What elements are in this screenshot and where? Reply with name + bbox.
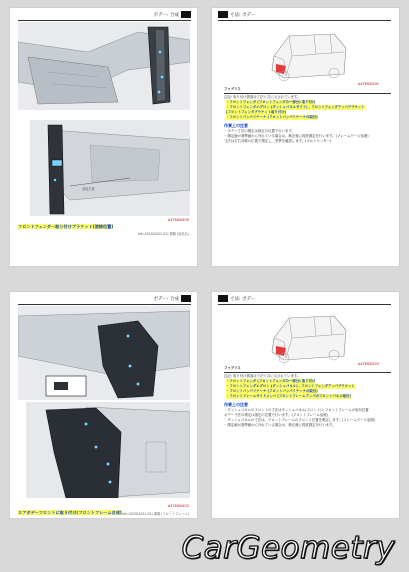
page-2-header-rule: [218, 20, 391, 21]
page-2-header: 寸法: ボデー: [230, 13, 256, 18]
page-4-header-bar: [218, 295, 228, 302]
page-2-note-1: ・ボデー寸法の測定は指定の位置で行います。: [224, 129, 295, 133]
page-1-footer: alt=2019(2021-01) 掲載 (部品名): [137, 232, 189, 236]
page-3-figure-top: [18, 306, 190, 400]
manual-page-2: [212, 8, 399, 266]
page-2-line-2[interactable]: ・フロントフェンダ (フロントフェンダの一部分) 取り付け: [226, 100, 316, 104]
page-2-header-bar: [218, 11, 228, 18]
page-2-line-1: 注記: 取り付け図面は寸法と共に示されています。: [224, 95, 301, 99]
page-3-header-bar: [181, 295, 191, 302]
page-3-header-rule: [18, 304, 191, 305]
page-4-line-4[interactable]: ・フロントバンパリテーナ (フロントバンパリテーナの取付): [226, 389, 318, 393]
page-2-line-3[interactable]: ・フロントフェンダエプロン (ダッシュパネルサイド) , フロントフェンダアッパブラケット: [226, 105, 365, 109]
manual-page-3: [10, 292, 197, 518]
page-2-note-3: 寸法は左右対称の位置で測定し、差異を確認します。(ボルトセンター): [224, 139, 332, 143]
page-1-callout: 溶接位置: [82, 187, 95, 191]
page-4-note-1: ・ダッシュパネルのフロントの寸法はダッシュパネル(フロント)とフロントフレームの取付位置: [224, 408, 369, 412]
page-3-header: ボデー: 合成: [153, 297, 179, 302]
page-1-figure-bottom: [30, 120, 190, 216]
page-2-line-4[interactable]: (フロントフェンダブラケット取り付け): [226, 110, 287, 114]
page-4-line-3[interactable]: ・フロントフェンダエプロン (ダッシュパネル) , フロントフェンダアッパブラケット: [226, 384, 355, 388]
page-2-vehicle-diagram: [264, 26, 354, 84]
page-3-figure-code: A47M00X02: [167, 504, 189, 508]
page-2-figure-code: A47M00X01: [357, 82, 379, 86]
page-4-section-1: ファブリス: [224, 366, 241, 370]
page-4-line-1: 注記: 取り付け図面は寸法と共に示されています。: [224, 374, 301, 378]
manual-page-1: [10, 8, 197, 266]
page-1-caption[interactable]: フロントフェンダー取り付けブラケット(溶接位置): [18, 224, 114, 229]
page-4-line-5[interactable]: ・フロントフレームサイドメンバ (フロントフレームアッパのフロントパネル取付): [226, 394, 351, 398]
page-4-note-4: ・測定値が基準値から外れている場合は、修正後に再度測定を行います。: [224, 423, 336, 427]
brand-logo: CarGeometry: [181, 530, 395, 566]
manual-page-4: [212, 292, 399, 518]
page-2-section-rule: [224, 93, 391, 94]
page-4-header: 寸法: ボデー: [230, 297, 256, 302]
page-1-header: ボデー: 合成: [153, 13, 179, 18]
page-3-figure-bottom: [26, 402, 190, 498]
page-4-line-2[interactable]: ・フロントフェンダ (フロントフェンダの一部分) 取り付け: [226, 379, 316, 383]
page-4-note-2: ボデー寸法の測定は指定の位置で行います。(フロントフレーム参照): [224, 413, 328, 417]
page-2-line-5[interactable]: ・フロントバンパリテーナ (フロントバンパリテーナの取付): [226, 115, 318, 119]
page-3-caption[interactable]: ロアボデーフロントに取り付け(フロントフレーム合成): [18, 510, 122, 515]
page-2-note-2: ・測定値が基準値から外れている場合は、修正後に再度測定を行います。(フレームゲージ参照): [224, 134, 369, 138]
page-3-footer: alt=2019(2021-01) 掲載 (フロントフレーム): [122, 512, 189, 516]
page-1-header-bar: [181, 11, 191, 18]
page-1-header-rule: [18, 20, 191, 21]
page-4-section-rule: [224, 372, 391, 373]
page-4-vehicle-diagram: [264, 308, 354, 366]
page-1-figure-code: A47M00X00: [167, 218, 189, 222]
page-2-section-1: ファブリス: [224, 87, 241, 91]
page-1-figure-top: [18, 22, 190, 110]
page-4-section-2: 作業上の注意: [224, 402, 248, 407]
page-4-note-3: ・ダッシュパネルの寸法は、フロントフレームのフロント位置を測定します。(フレームゲージ参照): [224, 418, 376, 422]
page-4-header-rule: [218, 304, 391, 305]
page-2-section-2: 作業上の注意: [224, 123, 248, 128]
page-4-figure-code: A47M00X03: [357, 362, 379, 366]
